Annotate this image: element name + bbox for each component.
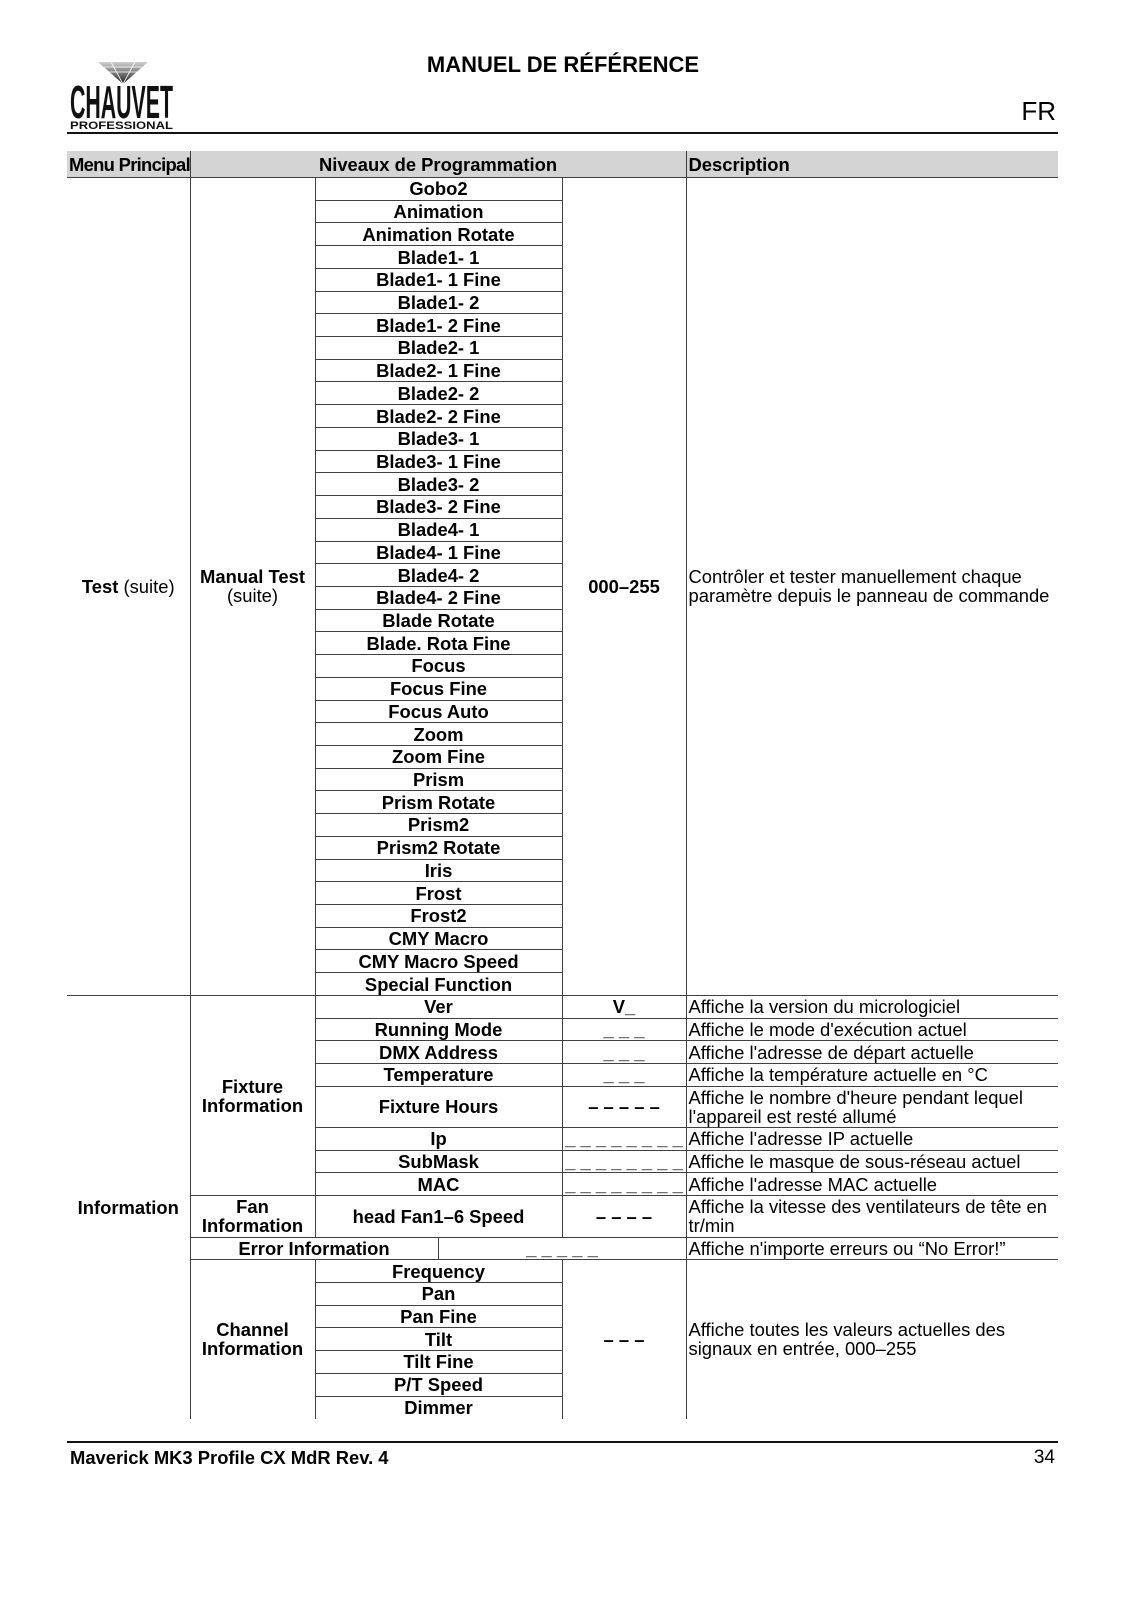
logo-wordmark: CHAUVET — [70, 76, 173, 128]
channel-item: P/T Speed — [315, 1373, 562, 1396]
fan-item: head Fan1–6 Speed — [315, 1196, 562, 1237]
test-item: Focus Fine — [315, 677, 562, 700]
channel-item: Tilt Fine — [315, 1351, 562, 1374]
test-item: Prism — [315, 768, 562, 791]
fixture-description: Affiche le mode d'exécution actuel — [686, 1018, 1058, 1041]
reference-table — [67, 151, 1058, 1419]
test-item: Frost2 — [315, 905, 562, 928]
column-header-description: Description — [686, 151, 1058, 178]
footer-rule — [67, 1441, 1058, 1443]
test-item: Zoom — [315, 723, 562, 746]
submenu-manual-test-cell — [190, 178, 315, 996]
test-item: Animation — [315, 200, 562, 223]
fixture-item: Fixture Hours — [315, 1086, 562, 1127]
fan-description: Affiche la vitesse des ventilateurs de tête en tr/min — [686, 1196, 1058, 1237]
test-item: Focus — [315, 655, 562, 678]
test-item: Blade. Rota Fine — [315, 632, 562, 655]
fixture-description: Affiche la version du micrologiciel — [686, 995, 1058, 1018]
test-item: Blade2- 1 Fine — [315, 359, 562, 382]
fixture-description: Affiche le nombre d'heure pendant lequel l'appareil est resté allumé — [686, 1086, 1058, 1127]
fixture-item: Temperature — [315, 1064, 562, 1087]
submenu-manual-test-label: Manual Test — [200, 566, 305, 588]
fixture-item: MAC — [315, 1173, 562, 1196]
fixture-item: Running Mode — [315, 1018, 562, 1041]
channel-description: Affiche toutes les valeurs actuelles des signaux en entrée, 000–255 — [688, 1319, 1006, 1360]
logo-tagline: PROFESSIONAL — [70, 120, 174, 132]
fixture-item: Ip — [315, 1128, 562, 1151]
fixture-item: SubMask — [315, 1150, 562, 1173]
test-item: Frost — [315, 882, 562, 905]
fixture-description: Affiche le masque de sous-réseau actuel — [686, 1150, 1058, 1173]
language-code: FR — [1021, 96, 1056, 126]
menu-test-label: Test — [81, 575, 119, 597]
channel-item: Dimmer — [315, 1396, 562, 1419]
test-description: Contrôler et tester manuellement chaque paramètre depuis le panneau de commande — [688, 566, 1050, 607]
table-row — [67, 1237, 1058, 1260]
test-item: Prism2 Rotate — [315, 836, 562, 859]
test-item: Iris — [315, 859, 562, 882]
fixture-item: DMX Address — [315, 1041, 562, 1064]
test-item: Blade2- 1 — [315, 337, 562, 360]
test-item: Blade4- 1 Fine — [315, 541, 562, 564]
error-value: _ _ _ _ _ — [438, 1237, 686, 1260]
fixture-value: _ _ _ _ _ _ _ _ — [562, 1128, 686, 1151]
fixture-description: Affiche la température actuelle en °C — [686, 1064, 1058, 1087]
table-row — [67, 995, 1058, 1018]
test-item: Blade1- 1 — [315, 246, 562, 269]
test-item: CMY Macro — [315, 927, 562, 950]
channel-value: – – – — [562, 1260, 686, 1419]
error-description: Affiche n'importe erreurs ou “No Error!” — [686, 1237, 1058, 1260]
table-row — [67, 178, 1058, 201]
menu-test-cell — [67, 178, 190, 996]
test-item: Blade3- 2 Fine — [315, 496, 562, 519]
test-item: Prism Rotate — [315, 791, 562, 814]
test-item: Blade3- 1 — [315, 427, 562, 450]
fixture-value: – – – – – — [562, 1086, 686, 1127]
submenu-manual-test-suffix: (suite) — [226, 585, 279, 607]
fixture-description: Affiche l'adresse de départ actuelle — [686, 1041, 1058, 1064]
test-item: Blade4- 2 Fine — [315, 586, 562, 609]
fixture-value: _ _ _ — [562, 1064, 686, 1087]
test-item: Blade1- 2 Fine — [315, 314, 562, 337]
test-item: Blade1- 2 — [315, 291, 562, 314]
fixture-value: _ _ _ _ _ _ _ _ — [562, 1173, 686, 1196]
test-value-range: 000–255 — [562, 178, 686, 996]
test-item: Animation Rotate — [315, 223, 562, 246]
test-item: Zoom Fine — [315, 745, 562, 768]
column-header-main-menu: Menu Principal — [67, 151, 190, 178]
fixture-value: _ _ _ — [562, 1018, 686, 1041]
test-item: Prism2 — [315, 814, 562, 837]
channel-item: Pan Fine — [315, 1305, 562, 1328]
test-item: Blade Rotate — [315, 609, 562, 632]
chauvet-logo — [66, 56, 178, 132]
test-item: Blade4- 1 — [315, 518, 562, 541]
document-title: MANUEL DE RÉFÉRENCE — [426, 52, 700, 77]
test-item: Blade3- 2 — [315, 473, 562, 496]
page-number: 34 — [1033, 1447, 1055, 1468]
fixture-value: _ _ _ _ _ _ _ _ — [562, 1150, 686, 1173]
table-header-row — [67, 151, 1058, 178]
fixture-item: Ver — [315, 995, 562, 1018]
submenu-fixture-information: Fixture Information — [190, 995, 315, 1195]
submenu-fan-information: Fan Information — [190, 1196, 315, 1237]
submenu-error-information: Error Information — [190, 1237, 438, 1260]
table-row — [67, 1196, 1058, 1237]
test-item: Focus Auto — [315, 700, 562, 723]
fixture-value: _ _ _ — [562, 1041, 686, 1064]
menu-test-suffix: (suite) — [123, 575, 175, 597]
test-item: Blade3- 1 Fine — [315, 450, 562, 473]
table-row — [67, 1260, 1058, 1283]
test-item: Blade1- 1 Fine — [315, 268, 562, 291]
channel-item: Frequency — [315, 1260, 562, 1283]
fixture-description: Affiche l'adresse MAC actuelle — [686, 1173, 1058, 1196]
test-item: Special Function — [315, 973, 562, 996]
footer-document-name: Maverick MK3 Profile CX MdR Rev. 4 — [70, 1447, 389, 1468]
fixture-description: Affiche l'adresse IP actuelle — [686, 1128, 1058, 1151]
test-item: Gobo2 — [315, 178, 562, 201]
test-item: CMY Macro Speed — [315, 950, 562, 973]
fixture-value: V_ — [562, 995, 686, 1018]
fan-value: – – – – — [562, 1196, 686, 1237]
test-item: Blade2- 2 Fine — [315, 405, 562, 428]
test-item: Blade4- 2 — [315, 564, 562, 587]
channel-item: Pan — [315, 1282, 562, 1305]
test-item: Blade2- 2 — [315, 382, 562, 405]
menu-information-cell: Information — [67, 995, 190, 1418]
submenu-channel-information: Channel Information — [190, 1260, 315, 1419]
channel-item: Tilt — [315, 1328, 562, 1351]
column-header-levels: Niveaux de Programmation — [190, 151, 686, 178]
header-rule — [67, 132, 1058, 134]
